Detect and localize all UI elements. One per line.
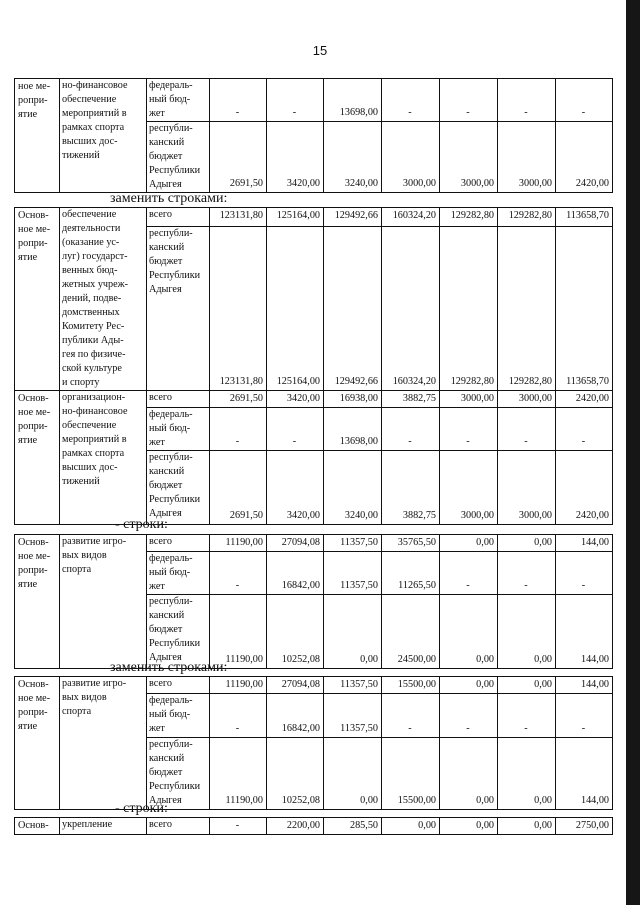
amount-cell: 129282,80 (440, 226, 498, 390)
funding-source-cell: республи- канский бюджет Республики Адыгея (147, 226, 210, 390)
table-row (15, 535, 613, 552)
funding-source-cell: федераль- ный бюд- жет (147, 408, 210, 451)
amount-cell: 2200,00 (267, 818, 324, 835)
table-row (15, 391, 613, 408)
amount-cell: 3000,00 (440, 451, 498, 525)
amount-cell: 16938,00 (324, 391, 382, 408)
table-section-3 (14, 676, 613, 810)
amount-cell: 129492,66 (324, 208, 382, 227)
amount-cell: 144,00 (556, 677, 613, 694)
event-name-cell: развитие игро- вых видов спорта (60, 677, 147, 810)
amount-cell: 2691,50 (210, 451, 267, 525)
amount-cell: 24500,00 (382, 595, 440, 669)
amount-cell: - (267, 408, 324, 451)
amount-cell: - (440, 79, 498, 122)
amount-cell: 129282,80 (440, 208, 498, 227)
amount-cell: - (210, 818, 267, 835)
amount-cell: - (210, 552, 267, 595)
amount-cell: 3000,00 (440, 391, 498, 408)
caption-lines-2: - строки: (115, 801, 168, 816)
amount-cell: 2420,00 (556, 122, 613, 193)
amount-cell: 3000,00 (498, 122, 556, 193)
amount-cell: 123131,80 (210, 226, 267, 390)
event-type-cell: Основ- ное ме- ропри- ятие (15, 208, 60, 391)
amount-cell: 3240,00 (324, 451, 382, 525)
funding-source-cell: федераль- ный бюд- жет (147, 694, 210, 738)
amount-cell: - (440, 552, 498, 595)
funding-source-cell: всего (147, 391, 210, 408)
amount-cell: 144,00 (556, 595, 613, 669)
amount-cell: - (498, 694, 556, 738)
amount-cell: - (498, 79, 556, 122)
amount-cell: 27094,08 (267, 535, 324, 552)
amount-cell: 0,00 (324, 595, 382, 669)
amount-cell: 129282,80 (498, 226, 556, 390)
amount-cell: 3000,00 (498, 451, 556, 525)
amount-cell: 0,00 (498, 818, 556, 835)
funding-source-cell: всего (147, 208, 210, 227)
table-section-0 (14, 78, 613, 193)
amount-cell: 15500,00 (382, 738, 440, 810)
amount-cell: 10252,08 (267, 738, 324, 810)
amount-cell: - (210, 408, 267, 451)
amount-cell: 3000,00 (382, 122, 440, 193)
table-section-4 (14, 817, 613, 835)
funding-source-cell: республи- канский бюджет Республики Адыгея (147, 738, 210, 810)
amount-cell: 0,00 (498, 738, 556, 810)
amount-cell: 144,00 (556, 535, 613, 552)
event-name-cell: развитие игро- вых видов спорта (60, 535, 147, 669)
amount-cell: 129492,66 (324, 226, 382, 390)
amount-cell: - (440, 408, 498, 451)
amount-cell: 13698,00 (324, 79, 382, 122)
amount-cell: 0,00 (440, 595, 498, 669)
amount-cell: 123131,80 (210, 208, 267, 227)
caption-replace-1: заменить строками: (110, 191, 228, 206)
scan-border (626, 0, 640, 905)
amount-cell: 3882,75 (382, 391, 440, 408)
amount-cell: 0,00 (440, 738, 498, 810)
event-type-cell: Основ- (15, 818, 60, 835)
amount-cell: 11190,00 (210, 595, 267, 669)
table-row (15, 818, 613, 835)
amount-cell: 11190,00 (210, 738, 267, 810)
event-type-cell: Основ- ное ме- ропри- ятие (15, 535, 60, 669)
amount-cell: 3882,75 (382, 451, 440, 525)
amount-cell: 11357,50 (324, 535, 382, 552)
amount-cell: - (210, 79, 267, 122)
amount-cell: 13698,00 (324, 408, 382, 451)
funding-source-cell: всего (147, 677, 210, 694)
amount-cell: 3240,00 (324, 122, 382, 193)
amount-cell: 16842,00 (267, 552, 324, 595)
event-name-cell: организацион- но-финансовое обеспечение мероприятий в рамках спорта высших дос- тижений (60, 391, 147, 525)
amount-cell: 129282,80 (498, 208, 556, 227)
event-type-cell: ное ме- ропри- ятие (15, 79, 60, 193)
funding-source-cell: всего (147, 818, 210, 835)
table-row (15, 677, 613, 694)
amount-cell: 3000,00 (440, 122, 498, 193)
amount-cell: 16842,00 (267, 694, 324, 738)
caption-lines-1: - строки: (115, 517, 168, 532)
amount-cell: - (382, 694, 440, 738)
amount-cell: - (382, 408, 440, 451)
amount-cell: - (556, 79, 613, 122)
amount-cell: 2691,50 (210, 122, 267, 193)
amount-cell: 11357,50 (324, 552, 382, 595)
amount-cell: 11265,50 (382, 552, 440, 595)
funding-source-cell: республи- канский бюджет Республики Адыгея (147, 451, 210, 525)
amount-cell: 0,00 (382, 818, 440, 835)
funding-source-cell: республи- канский бюджет Республики Адыгея (147, 595, 210, 669)
amount-cell: 3420,00 (267, 391, 324, 408)
amount-cell: 113658,70 (556, 226, 613, 390)
amount-cell: 3420,00 (267, 122, 324, 193)
amount-cell: - (556, 552, 613, 595)
funding-source-cell: республи- канский бюджет Республики Адыгея (147, 122, 210, 193)
amount-cell: - (210, 694, 267, 738)
funding-source-cell: всего (147, 535, 210, 552)
amount-cell: 0,00 (498, 677, 556, 694)
amount-cell: 2691,50 (210, 391, 267, 408)
table-section-2 (14, 534, 613, 669)
amount-cell: 0,00 (498, 595, 556, 669)
funding-source-cell: федераль- ный бюд- жет (147, 79, 210, 122)
amount-cell: - (498, 408, 556, 451)
amount-cell: - (498, 552, 556, 595)
amount-cell: 285,50 (324, 818, 382, 835)
event-type-cell: Основ- ное ме- ропри- ятие (15, 677, 60, 810)
amount-cell: 113658,70 (556, 208, 613, 227)
caption-replace-2: заменить строками: (110, 660, 228, 675)
amount-cell: - (556, 694, 613, 738)
amount-cell: - (382, 79, 440, 122)
amount-cell: 11190,00 (210, 535, 267, 552)
page-number: 15 (312, 43, 328, 58)
event-name-cell: обеспечение деятельности (оказание ус- луг) государст- венных бюд- жетных учреж- дений, подве- домственных Комитету Рес- публики Ады- гея по физиче- ской культуре и спорту (60, 208, 147, 391)
amount-cell: - (556, 408, 613, 451)
amount-cell: 15500,00 (382, 677, 440, 694)
amount-cell: 2750,00 (556, 818, 613, 835)
table-row (15, 79, 613, 122)
amount-cell: 0,00 (440, 535, 498, 552)
amount-cell: 0,00 (324, 738, 382, 810)
amount-cell: 2420,00 (556, 451, 613, 525)
amount-cell: 125164,00 (267, 226, 324, 390)
amount-cell: 125164,00 (267, 208, 324, 227)
amount-cell: 0,00 (440, 818, 498, 835)
event-type-cell: Основ- ное ме- ропри- ятие (15, 391, 60, 525)
amount-cell: 11357,50 (324, 677, 382, 694)
amount-cell: 2420,00 (556, 391, 613, 408)
amount-cell: 10252,08 (267, 595, 324, 669)
amount-cell: 160324,20 (382, 208, 440, 227)
amount-cell: 3000,00 (498, 391, 556, 408)
amount-cell: - (267, 79, 324, 122)
amount-cell: 35765,50 (382, 535, 440, 552)
table-section-1 (14, 207, 613, 525)
funding-source-cell: федераль- ный бюд- жет (147, 552, 210, 595)
table-row (15, 208, 613, 227)
event-name-cell: укрепление (60, 818, 147, 835)
amount-cell: 11190,00 (210, 677, 267, 694)
amount-cell: 160324,20 (382, 226, 440, 390)
amount-cell: 0,00 (498, 535, 556, 552)
amount-cell: 0,00 (440, 677, 498, 694)
amount-cell: 27094,08 (267, 677, 324, 694)
amount-cell: 11357,50 (324, 694, 382, 738)
event-name-cell: но-финансовое обеспечение мероприятий в рамках спорта высших дос- тижений (60, 79, 147, 193)
amount-cell: 3420,00 (267, 451, 324, 525)
amount-cell: - (440, 694, 498, 738)
amount-cell: 144,00 (556, 738, 613, 810)
